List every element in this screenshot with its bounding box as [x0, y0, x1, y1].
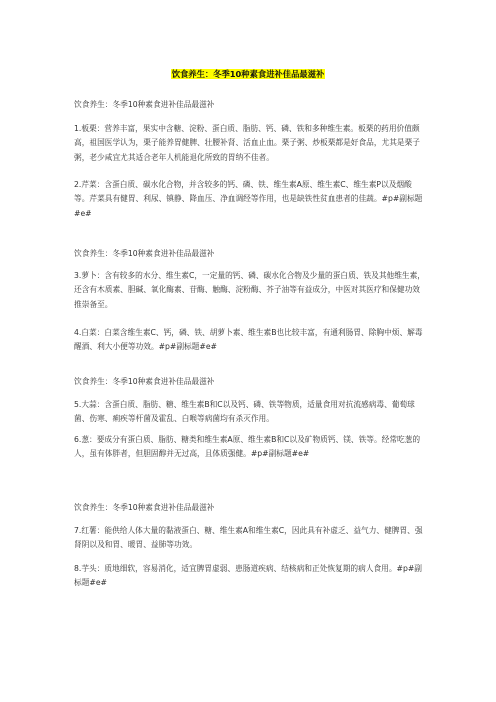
section-heading: 饮食养生：冬季10种素食进补佳品最滋补 — [74, 503, 215, 512]
paragraph — [74, 122, 426, 165]
paragraph-text: 1.板栗：营养丰富，果实中含糖、淀粉、蛋白质、脂肪、钙、磷、铁和多种维生素。板栗的药用价值颇高，祖国医学认为，栗子能养胃健脾、壮腰补肾、活血止血。栗子粥、炒板栗都是好食品，尤其是栗子粥，老少咸宜尤其适合老年人机能退化所致的胃纳不佳者。 — [74, 124, 420, 162]
paragraph-text: 7.红薯：能供给人体大量的黏液蛋白、糖、维生素A和维生素C，因此具有补虚乏、益气力、健脾胃、强肾阴以及和胃、暖胃、益肺等功效。 — [74, 526, 423, 550]
paragraph — [74, 562, 426, 591]
paragraph-text: 2.芹菜：含蛋白质、碳水化合物，并含较多的钙、磷、铁、维生素A原、维生素C、维生素P以及烟酸等。芹菜具有健胃、利尿、镇静、降血压、净血调经等作用，也是缺铁性贫血患者的佳蔬。#p#副标题#e# — [74, 180, 423, 218]
document-title-wrap — [0, 62, 496, 81]
paragraph-text: 3.萝卜：含有较多的水分、维生素C，一定量的钙、磷、碳水化合物及少量的蛋白质、铁及其他维生素，还含有木质素、胆碱、氧化酶素、苷酶、触酶、淀粉酶、芥子油等有益成分，中医对其医疗和保健功效推崇备至。 — [74, 271, 425, 309]
paragraph-text: 5.大蒜：含蛋白质、脂肪、糖、维生素B和C以及钙、磷、铁等物质，适量食用对抗流感病毒、葡萄球菌、伤寒、痢疾等杆菌及霍乱、白喉等病菌均有杀灭作用。 — [74, 400, 415, 424]
paragraph — [74, 433, 426, 462]
paragraph — [74, 178, 426, 221]
document-title: 饮食养生：冬季10种素食进补佳品最滋补 — [171, 69, 325, 79]
section-heading: 饮食养生：冬季10种素食进补佳品最滋补 — [74, 100, 215, 109]
paragraph-text: 8.芋头：质地细软，容易消化，适宜脾胃虚弱、患肠道疾病、结核病和正处恢复期的病人食用。#p#副标题#e# — [74, 564, 422, 588]
section-heading: 饮食养生：冬季10种素食进补佳品最滋补 — [74, 377, 215, 386]
paragraph — [74, 326, 426, 355]
paragraph — [74, 269, 426, 312]
paragraph-text: 4.白菜：白菜含维生素C、钙，磷、铁、胡萝卜素、维生素B也比较丰富，有通利肠胃、除胸中烦、解毒醒酒、利大小便等功效。#p#副标题#e# — [74, 328, 423, 352]
paragraph-text: 6.葱：要成分有蛋白质、脂肪、糖类和维生素A原、维生素B和C以及矿物质钙、镁、铁等。经常吃葱的人，虽有体胖者，但胆固醇并无过高，且体质强健。#p#副标题#e# — [74, 435, 421, 459]
paragraph — [74, 398, 426, 427]
section-heading: 饮食养生：冬季10种素食进补佳品最滋补 — [74, 249, 215, 258]
paragraph — [74, 524, 426, 553]
